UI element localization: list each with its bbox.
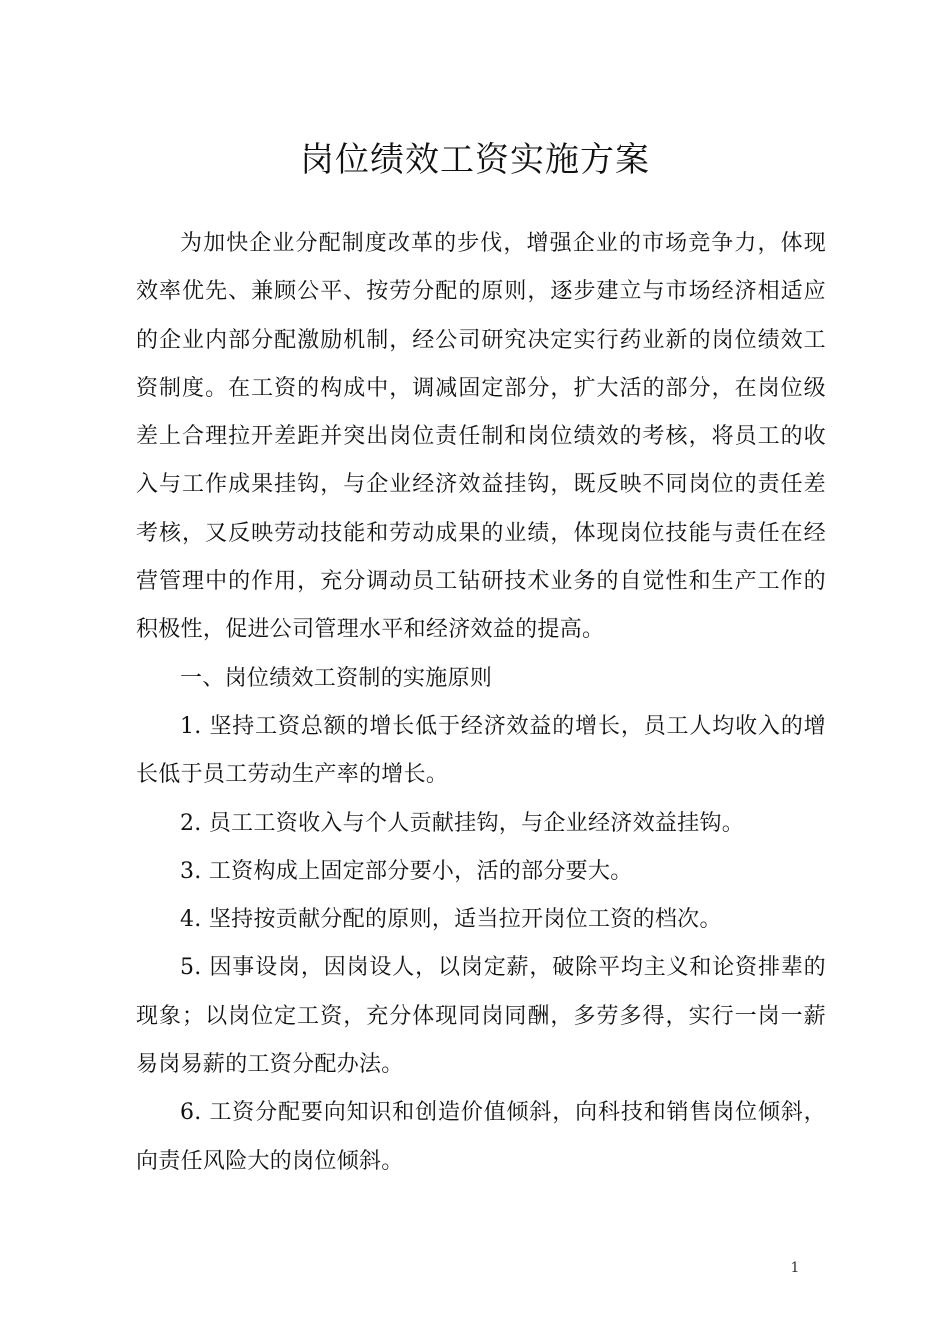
principle-item-5: 5. 因事设岗，因岗设人，以岗定薪，破除平均主义和论资排辈的现象；以岗位定工资，充分体现同岗同酬，多劳多得，实行一岗一薪易岗易薪的工资分配办法。 [136,955,826,1078]
document-body [136,220,826,1186]
principle-item-1: 1. 坚持工资总额的增长低于经济效益的增长，员工人均收入的增长低于员工劳动生产率的增长。 [136,713,826,788]
principle-item-2: 2. 员工工资收入与个人贡献挂钩，与企业经济效益挂钩。 [180,810,745,836]
principle-item-4: 4. 坚持按贡献分配的原则，适当拉开岗位工资的档次。 [180,907,722,933]
paragraph-intro: 为加快企业分配制度改革的步伐，增强企业的市场竞争力，体现效率优先、兼顾公平、按劳分配的原则，逐步建立与市场经济相适应的企业内部分配激励机制，经公司研究决定实行药业新的岗位绩效工资制度。在工资的构成中，调减固定部分，扩大活的部分，在岗位级差上合理拉开差距并突出岗位责任制和岗位绩效的考核，将员工的收入与工作成果挂钩，与企业经济效益挂钩，既反映不同岗位的责任差考核，又反映劳动技能和劳动成果的业绩，体现岗位技能与责任在经营管理中的作用，充分调动员工钻研技术业务的自觉性和生产工作的积极性，促进公司管理水平和经济效益的提高。 [136,231,826,643]
page-number: 1 [790,1260,800,1276]
document-title: 岗位绩效工资实施方案 [300,140,650,180]
principle-item-3: 3. 工资构成上固定部分要小，活的部分要大。 [180,858,633,884]
section-heading-principles: 一、岗位绩效工资制的实施原则 [180,665,493,691]
principle-item-6: 6. 工资分配要向知识和创造价值倾斜，向科技和销售岗位倾斜，向责任风险大的岗位倾斜。 [136,1100,826,1174]
